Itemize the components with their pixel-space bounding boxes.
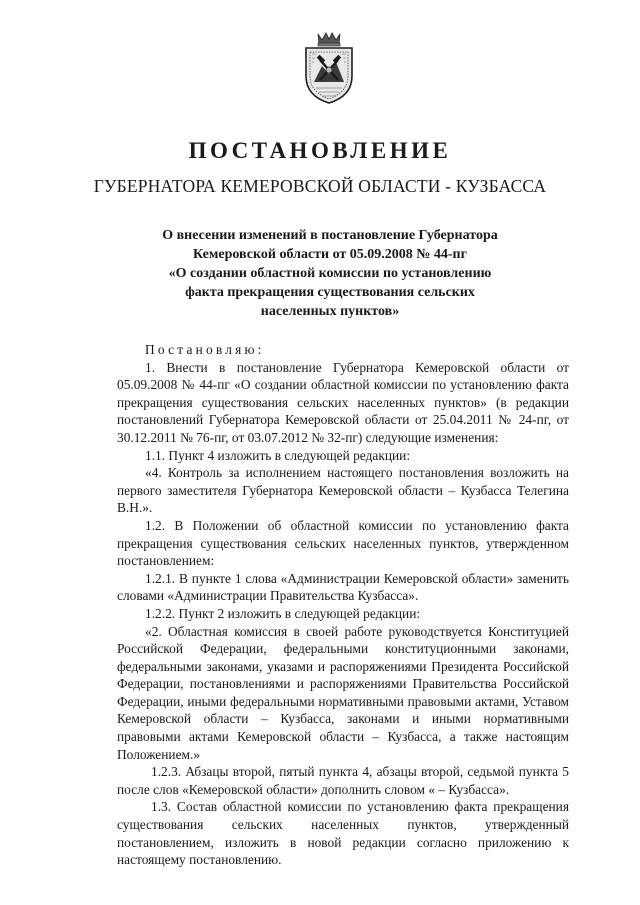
paragraph-item-1: 1. Внести в постановление Губернатора Кемеровской области от 05.09.2008 № 44-пг «О создании областной комиссии по установлению факта прекращения существования сельских населенных пунктов» (в редакции постановлений Губернатора Кемеровской области от 25.04.2011 № 24-пг, от 30.12.2011 № 76-пг, от 03.07.2012 № 32-пг) следующие изменения: — [117, 359, 569, 445]
paragraph-intro: Постановляю: — [145, 342, 265, 357]
paragraph-item-1-2-2: 1.2.2. Пункт 2 изложить в следующей редакции: — [145, 605, 421, 621]
document-subtitle: ГУБЕРНАТОРА КЕМЕРОВСКОЙ ОБЛАСТИ - КУЗБАССА — [93, 176, 547, 196]
paragraph-item-1-2-3: 1.2.3. Абзацы второй, пятый пункта 4, абзацы второй, седьмой пункта 5 после слов «Кемеровской области» дополнить словом « – Кузбасса». — [117, 764, 569, 797]
paragraph-quote-2: «2. Областная комиссия в своей работе руководствуется Конституцией Российской Федерации, федеральными конституционными законами, федеральными законами, указами и распоряжениями Президента Российской Федерации, постановлениями и распоряжениями Правительства Российской Федерации, иными федеральными нормативными правовыми актами, Уставом Кемеровской области – Кузбасса, законами и иными нормативными правовыми актами Кемеровской области – Кузбасса, а также настоящим Положением.» — [117, 623, 569, 762]
heading-line: населенных пунктов» — [260, 304, 400, 319]
document-title: ПОСТАНОВЛЕНИЕ — [188, 138, 452, 163]
document-body — [117, 341, 569, 869]
coat-of-arms-icon — [300, 30, 358, 106]
paragraph-item-1-2-1: 1.2.1. В пункте 1 слова «Администрации Кемеровской области» заменить словами «Администрации Правительства Кузбасса». — [117, 570, 569, 604]
heading-line: Кемеровской области от 05.09.2008 № 44-пг — [193, 247, 467, 262]
paragraph-item-1-1: 1.1. Пункт 4 изложить в следующей редакции: — [145, 447, 411, 463]
heading-line: «О создании областной комиссии по установлению — [168, 266, 492, 281]
heading-line: факта прекращения существования сельских — [185, 285, 475, 300]
paragraph-item-1-2: 1.2. В Положении об областной комиссии по установлению факта прекращения существования сельских населенных пунктов, утвержденном постановлением: — [117, 517, 569, 569]
heading-line: О внесении изменений в постановление Губернатора — [162, 228, 498, 243]
paragraph-quote-4: «4. Контроль за исполнением настоящего постановления возложить на первого заместителя Губернатора Кемеровской области – Кузбасса Телегина В.Н.». — [117, 465, 569, 516]
paragraph-item-1-3: 1.3. Состав областной комиссии по установлению факта прекращения существования сельских населенных пунктов, утвержденный постановлением, изложить в новой редакции согласно приложению к настоящему постановлению. — [117, 799, 569, 868]
document-heading — [140, 226, 520, 321]
